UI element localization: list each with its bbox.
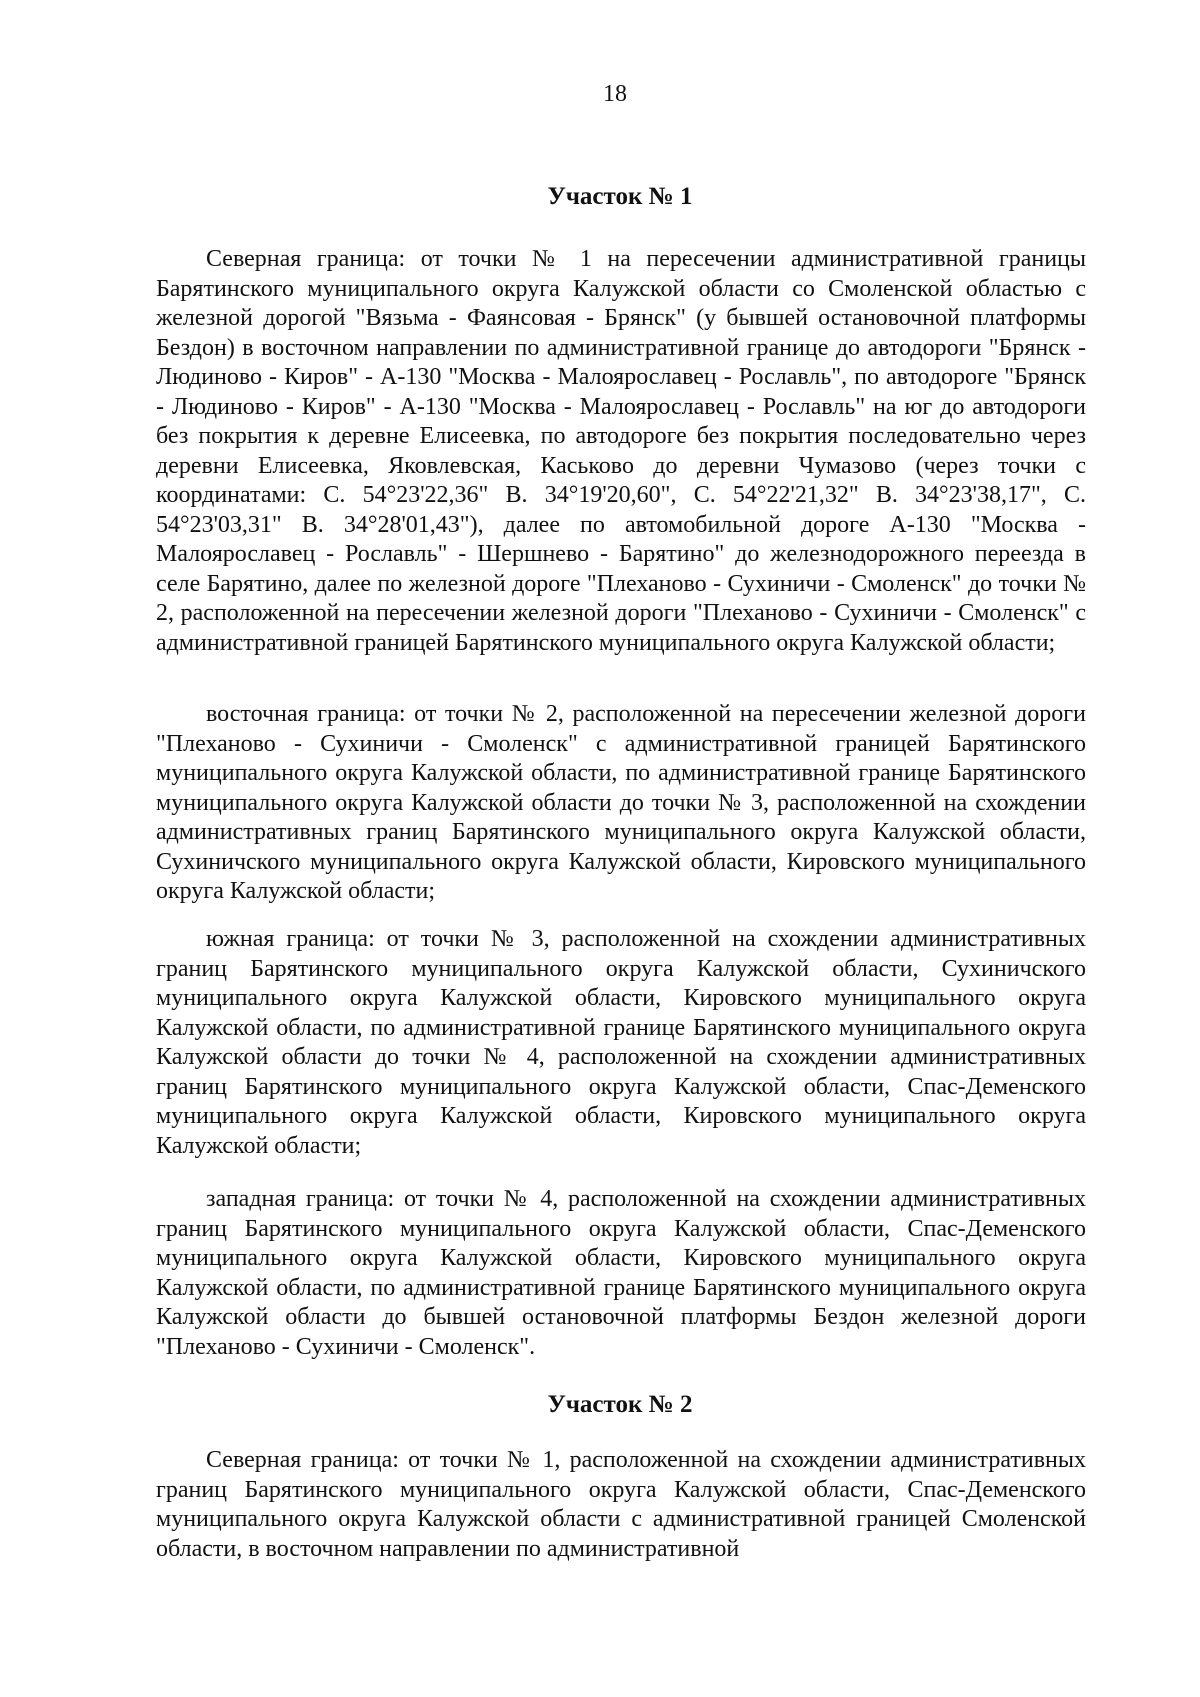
paragraph-southern-border-1: южная граница: от точки № 3, расположенной на схождении административных границ Барятинского муниципального округа Калужской области, Сухиничского муниципального округа Калужской области, Кировского муниципального округа Калужской области, по административной границе Барятинского муниципального округа Калужской области до точки № 4, расположенной на схождении административных границ Барятинского муниципального округа Калужской области, Спас-Деменского муниципального округа Калужской области, Кировского муниципального округа Калужской области; bbox=[156, 926, 1086, 1159]
page-number: 18 bbox=[603, 81, 627, 107]
section-heading-2: Участок № 2 bbox=[547, 1391, 693, 1418]
paragraph-western-border-1: западная граница: от точки № 4, расположенной на схождении административных границ Барятинского муниципального округа Калужской области, Спас-Деменского муниципального округа Калужской области, Кировского муниципального округа Калужской области, по административной границе Барятинского муниципального округа Калужской области до бывшей остановочной платформы Бездон железной дороги "Плеханово - Сухиничи - Смоленск". bbox=[156, 1186, 1086, 1360]
paragraph-northern-border-1: Северная граница: от точки № 1 на пересечении административной границы Барятинского муниципального округа Калужской области со Смоленской областью с железной дорогой "Вязьма - Фаянсовая - Брянск" (у бывшей остановочной платформы Бездон) в восточном направлении по административной границе до автодороги "Брянск - Людиново - Киров" - А-130 "Москва - Малоярославец - Рославль", по автодороге "Брянск - Людиново - Киров" - А-130 "Москва - Малоярославец - Рославль" на юг до автодороги без покрытия к деревне Елисеевка, по автодороге без покрытия последовательно через деревни Елисеевка, Яковлевская, Каськово до деревни Чумазово (через точки с координатами: С. 54°23'22,36" В. 34°19'20,60", С. 54°22'21,32" В. 34°23'38,17", С. 54°23'03,31" В. 34°28'01,43"), далее по автомобильной дороге А-130 "Москва - Малоярославец - Рославль" - Шершнево - Барятино" до железнодорожного переезда в селе Барятино, далее по железной дороге "Плеханово - Сухиничи - Смоленск" до точки № 2, расположенной на пересечении железной дороги "Плеханово - Сухиничи - Смоленск" с административной границей Барятинского муниципального округа Калужской области; bbox=[156, 246, 1086, 656]
paragraph-eastern-border-1: восточная граница: от точки № 2, расположенной на пересечении железной дороги "Плеханово - Сухиничи - Смоленск" с административной границей Барятинского муниципального округа Калужской области, по административной границе Барятинского муниципального округа Калужской области до точки № 3, расположенной на схождении административных границ Барятинского муниципального округа Калужской области, Сухиничского муниципального округа Калужской области, Кировского муниципального округа Калужской области; bbox=[156, 701, 1086, 904]
section-heading-1: Участок № 1 bbox=[547, 183, 693, 210]
paragraph-northern-border-2: Северная граница: от точки № 1, расположенной на схождении административных границ Барятинского муниципального округа Калужской области, Спас-Деменского муниципального округа Калужской области с административной границей Смоленской области, в восточном направлении по административной bbox=[156, 1447, 1086, 1562]
